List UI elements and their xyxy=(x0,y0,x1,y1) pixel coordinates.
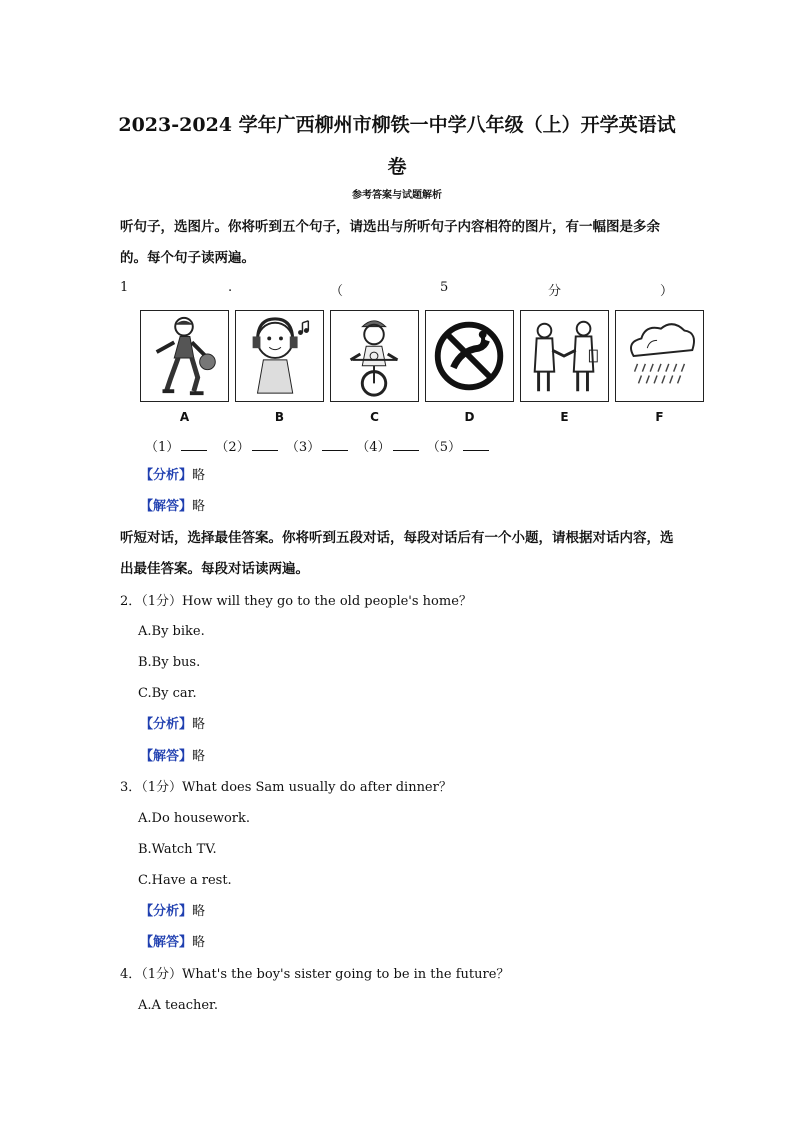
title-line-1: 2023-2024 学年广西柳州市柳铁一中学八年级（上）开学英语试 xyxy=(118,114,676,136)
q3-answer xyxy=(140,933,205,953)
section-2-instructions: 听短对话，选择最佳答案。你将听到五段对话，每段对话后有一个小题，请根据对话内容，选出最佳答案。每段对话读两遍。 xyxy=(120,530,674,577)
picture-label-e: E xyxy=(560,410,569,424)
page-title xyxy=(110,104,684,188)
blank-label-4: （4） xyxy=(356,440,391,455)
q1-number: 1 xyxy=(120,280,129,295)
q2-option-b[interactable]: B.By bus. xyxy=(138,655,201,670)
blank-label-3: （3） xyxy=(285,440,321,455)
q1-dot: . xyxy=(228,280,233,295)
q3-option-c[interactable]: C.Have a rest. xyxy=(138,873,232,888)
picture-e xyxy=(520,310,609,402)
picture-b xyxy=(235,310,324,402)
basketball-player-icon xyxy=(141,311,228,401)
answer-text: 略 xyxy=(192,499,206,514)
answer-blank-4[interactable] xyxy=(393,438,419,451)
q1-unit: 分 xyxy=(548,284,562,299)
picture-label-f: F xyxy=(655,410,664,424)
q3-option-a[interactable]: A.Do housework. xyxy=(138,811,251,826)
q2-option-c[interactable]: C.By car. xyxy=(138,686,197,701)
girl-with-headphones-icon xyxy=(236,311,323,401)
q1-analysis xyxy=(140,466,205,486)
picture-d xyxy=(425,310,514,402)
answer-blanks xyxy=(145,436,493,455)
title-line-2: 卷 xyxy=(387,156,407,178)
analysis-label: 【分析】 xyxy=(140,468,193,483)
answer-label: 【解答】 xyxy=(140,499,193,514)
picture-label-c: C xyxy=(370,410,379,424)
q2-analysis xyxy=(140,715,205,735)
boy-on-bike-icon xyxy=(331,311,418,401)
answer-blank-3[interactable] xyxy=(322,438,348,451)
blank-label-5: （5） xyxy=(426,440,461,455)
no-picking-flowers-icon xyxy=(426,311,513,401)
q1-score: 5 xyxy=(440,280,449,295)
analysis-text: 略 xyxy=(192,717,206,732)
q2-stem: 2．（1分）How will they go to the old people's home？ xyxy=(120,594,472,609)
q3-analysis xyxy=(140,902,205,922)
analysis-text: 略 xyxy=(192,904,206,919)
answer-blank-1[interactable] xyxy=(181,438,207,451)
picture-f xyxy=(615,310,704,402)
answer-blank-5[interactable] xyxy=(463,438,489,451)
q2-answer xyxy=(140,747,205,767)
answer-text: 略 xyxy=(192,749,206,764)
q3-stem: 3．（1分）What does Sam usually do after dinner？ xyxy=(120,780,452,795)
q4-option-a[interactable]: A.A teacher. xyxy=(138,998,218,1013)
subtitle: 参考答案与试题解析 xyxy=(352,190,442,201)
picture-label-b: B xyxy=(274,410,285,424)
analysis-label: 【分析】 xyxy=(140,904,193,919)
blank-label-1: （1） xyxy=(145,440,180,455)
answer-label: 【解答】 xyxy=(140,935,193,950)
answer-text: 略 xyxy=(192,935,206,950)
analysis-text: 略 xyxy=(192,468,206,483)
picture-c xyxy=(330,310,419,402)
q1-rparen: ） xyxy=(660,284,674,299)
answer-blank-2[interactable] xyxy=(252,438,278,451)
q2-option-a[interactable]: A.By bike. xyxy=(138,624,205,639)
section-1-instructions: 听句子，选图片。你将听到五个句子，请选出与所听句子内容相符的图片，有一幅图是多余的。每个句子读两遍。 xyxy=(120,219,660,266)
rain-cloud-icon xyxy=(616,311,703,401)
blank-label-2: （2） xyxy=(215,440,250,455)
picture-label-a: A xyxy=(179,410,190,424)
q4-stem: 4．（1分）What's the boy's sister going to be in the future？ xyxy=(120,967,510,982)
picture-a xyxy=(140,310,229,402)
answer-label: 【解答】 xyxy=(140,749,193,764)
analysis-label: 【分析】 xyxy=(140,717,193,732)
picture-row xyxy=(140,310,700,424)
question-1-header xyxy=(120,280,680,300)
picture-label-d: D xyxy=(464,410,475,424)
q3-option-b[interactable]: B.Watch TV. xyxy=(138,842,217,857)
q1-lparen: （ xyxy=(330,284,344,299)
q1-answer xyxy=(140,497,205,517)
handshake-icon xyxy=(521,311,608,401)
